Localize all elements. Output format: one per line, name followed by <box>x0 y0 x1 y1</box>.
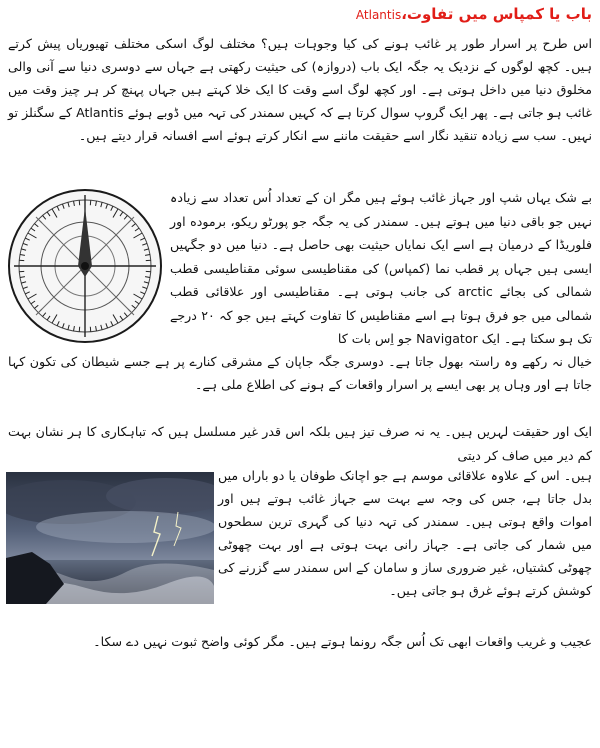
page-title <box>356 3 592 25</box>
paragraph-2-text: بے شک یہاں شپ اور جہاز غائب ہوئے ہیں مگر ان کے تعداد اُس تعداد سے زیادہ نہیں جو باقی دنیا میں ہوتے ہیں۔ سمندر کی یہ جگہ جو پورٹو ریکو، برموده اور فلوریڈا کے درمیان ہے اسے ایک نمایاں حیثیت بھی حاصل ہے۔ دنیا میں دو جگہیں ایسی ہیں جہاں پر قطب نما (کمپاس) کی مقناطیسی سوئی مقناطیسی قطب شمالی کی بجائے arctic کی جانب ہوتی ہے۔ مقناطیسی اور علاقائی قطب شمالی میں جو فرق ہوتا ہے اسے مقناطیس کا تفاوت کہتے ہیں جو کہ ۲۰ درجے تک ہو سکتا ہے۔ ایک Navigator جو اِس بات کا <box>170 190 592 346</box>
paragraph-2-cont-text: خیال نہ رکھے وہ راستہ بھول جاتا ہے۔ دوسری جگہ جاپان کے مشرقی کنارے پر ہے جسے شیطان کی تکون کہا جاتا ہے اور وہاں پر بھی ایسے پر اسرار واقعات کے ہونے کی اطلاع ملی ہے۔ <box>8 354 592 392</box>
paragraph-3-body-text: ہیں۔ اس کے علاوہ علاقائی موسم ہے جو اچانک طوفان یا دو باراں میں بدل جاتا ہے، جس کی وجہ سے بہت سے جہاز غائب ہوتے ہیں اور اموات واقع ہوتی ہیں۔ سمندر کی تہہ دنیا کی گہری ترین سطحوں میں شمار کی جاتی ہے۔ جہاز رانی بہت ہوتی ہے اور بہت چھوٹی چھوٹی کشتیاں، غیر ضروری ساز و سامان کے اس سمندر سے گزرنے کی کوشش کرتے ہوئے غرق ہو جاتی ہیں۔ <box>218 468 592 598</box>
title-main: باب یا کمپاس میں تفاوت <box>406 5 592 23</box>
title-bar <box>0 0 600 28</box>
paragraph-intro <box>8 32 592 147</box>
paragraph-4-text: عجیب و غریب واقعات ابھی تک اُس جگہ رونما ہوتے ہیں۔ مگر کوئی واضح ثبوت نہیں دے سکا۔ <box>93 634 592 649</box>
paragraph-compass <box>170 186 592 351</box>
paragraph-3-top-text: ایک اور حقیقت لہریں ہیں۔ یہ نہ صرف تیز ہیں بلکہ اس قدر غیر مسلسل ہیں کہ تباہکاری کا ہر نشان بہت کم دیر میں صاف کر دیتی <box>8 424 592 463</box>
paragraph-waves <box>218 464 592 602</box>
compass-image <box>6 187 164 345</box>
paragraph-1-text: اس طرح پر اسرار طور پر غائب ہونے کی کیا وجوہات ہیں؟ مختلف لوگ اسکی مختلف تھیوریاں پیش کرتے ہیں۔ کچھ لوگوں کے نزدیک یہ جگہ ایک باب (دروازہ) کی حیثیت رکھتی ہے جہاں سے دوسری دنیا سے آنی والی مخلوق دنیا میں داخل ہوتی ہے۔ اور کچھ لوگ اسے وقت کا ایک خلا کہتے ہیں جہاں پہنچ کر ہر چیز وقت میں غائب ہو جاتی ہے۔ پھر ایک گروپ سوال کرتا ہے کہ کہیں سمندر کی تہہ میں ڈوبے ہوئے Atlantis کے سگنلز تو نہیں۔ سب سے زیادہ تنقید نگار اسے حقیقت ماننے سے انکار کرتے ہوئے اسے افسانہ قرار دیتے ہیں۔ <box>8 36 592 143</box>
storm-image <box>6 472 214 604</box>
title-latin: Atlantis <box>355 8 402 22</box>
paragraph-conclusion <box>8 630 592 653</box>
title-separator: ، <box>401 5 407 23</box>
paragraph-compass-continued <box>8 350 592 396</box>
paragraph-waves-top <box>8 420 592 468</box>
